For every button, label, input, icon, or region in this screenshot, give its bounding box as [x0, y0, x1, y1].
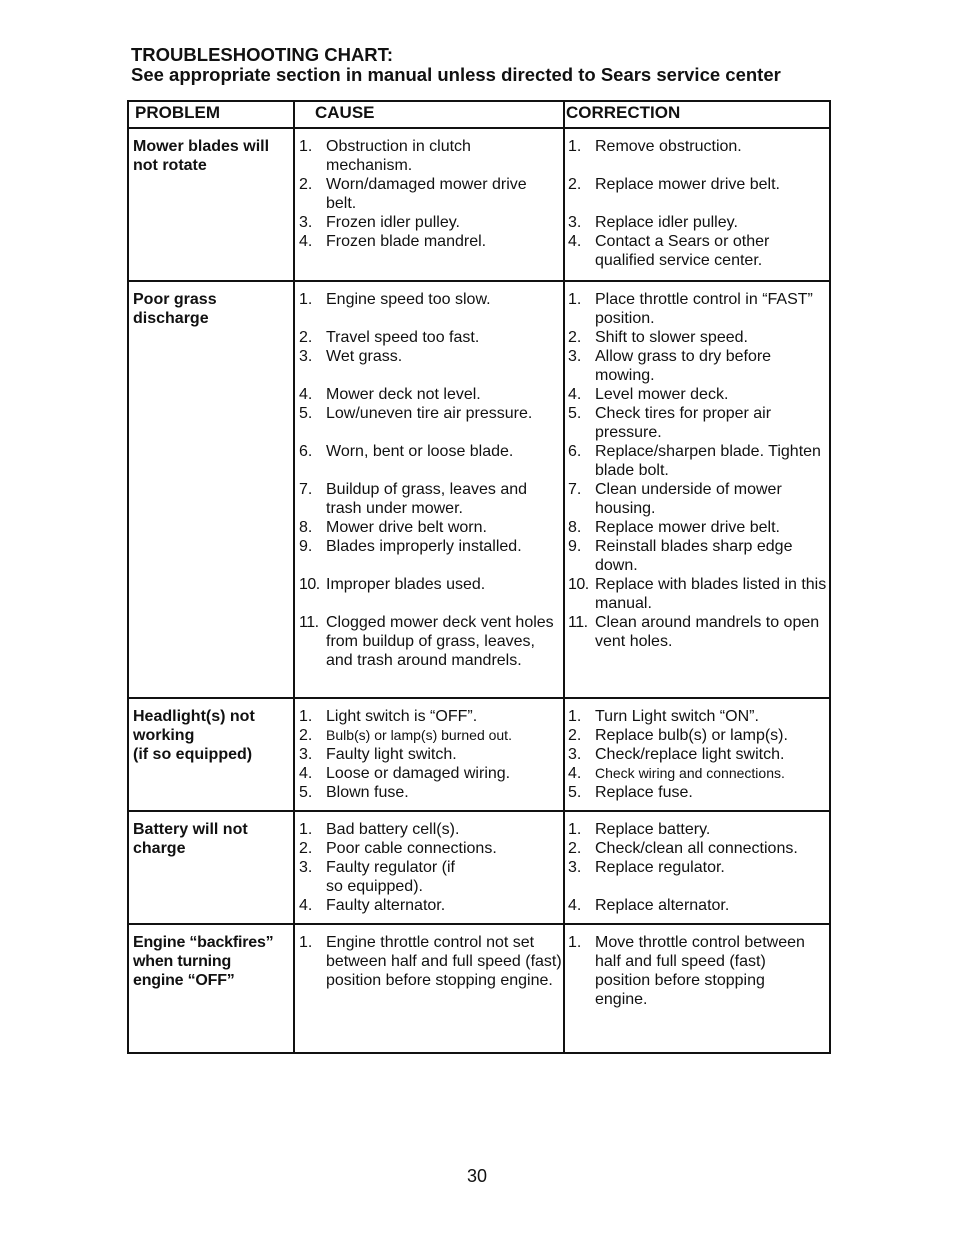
correction-cell — [564, 281, 830, 698]
list-item — [568, 858, 827, 877]
item-text: Bulb(s) or lamp(s) burned out. — [326, 727, 512, 743]
item-number: 11. — [568, 614, 588, 631]
header-cause: CAUSE — [294, 101, 564, 128]
item-number: 4. — [299, 897, 313, 914]
list-item — [299, 232, 561, 251]
item-text: Shift to slower speed. — [595, 329, 748, 346]
list-item — [568, 839, 827, 858]
item-text: Frozen blade mandrel. — [326, 233, 487, 250]
list-item — [299, 613, 561, 670]
problem-line: engine “OFF” — [133, 972, 235, 989]
item-number: 4. — [568, 897, 582, 914]
list-item — [568, 175, 827, 194]
item-text: Check/replace light switch. — [595, 746, 785, 763]
item-number: 9. — [299, 538, 313, 555]
chart-header — [131, 45, 841, 85]
table-row — [128, 698, 830, 811]
item-number: 7. — [568, 481, 582, 498]
item-text: Worn, bent or loose blade. — [326, 443, 514, 460]
item-text: Replace regulator. — [595, 859, 725, 876]
item-number: 3. — [299, 746, 313, 763]
problem-line: charge — [133, 840, 186, 857]
item-number: 5. — [299, 405, 313, 422]
list-item — [299, 764, 561, 783]
item-number: 1. — [299, 138, 313, 155]
item-text: Move throttle control between half and full speed (fast) position before stopping engine. — [595, 934, 805, 1008]
item-text: Clogged mower deck vent holes from buildup of grass, leaves, and trash around mandrels. — [326, 614, 554, 669]
list-item — [299, 518, 561, 537]
item-text: Blades improperly installed. — [326, 538, 522, 555]
list-item — [568, 537, 827, 575]
item-text: Replace idler pulley. — [595, 214, 738, 231]
item-text: Travel speed too fast. — [326, 329, 480, 346]
header-problem: PROBLEM — [128, 101, 294, 128]
table-row — [128, 924, 830, 1053]
item-text: Wet grass. — [326, 348, 403, 365]
list-item — [299, 933, 563, 990]
item-number: 2. — [299, 840, 313, 857]
item-number: 5. — [299, 784, 313, 801]
item-text: Low/uneven tire air pressure. — [326, 405, 533, 422]
item-text: Obstruction in clutch mechanism. — [326, 138, 471, 174]
item-text: Mower deck not level. — [326, 386, 481, 403]
item-number: 10. — [299, 576, 320, 593]
list-item — [568, 613, 827, 651]
item-number: 7. — [299, 481, 313, 498]
item-number: 2. — [299, 329, 313, 346]
list-item — [299, 442, 561, 461]
item-number: 4. — [568, 765, 582, 782]
item-text: Worn/damaged mower drive belt. — [326, 176, 527, 212]
item-text: Clean underside of mower housing. — [595, 481, 782, 517]
item-text: Bad battery cell(s). — [326, 821, 460, 838]
item-number: 1. — [568, 934, 582, 951]
list-item — [299, 404, 561, 423]
problem-line: (if so equipped) — [133, 746, 253, 763]
item-text: Frozen idler pulley. — [326, 214, 460, 231]
item-number: 2. — [568, 840, 582, 857]
list-item — [299, 328, 561, 347]
list-item — [568, 745, 827, 764]
item-number: 2. — [568, 176, 582, 193]
list-item — [568, 896, 827, 915]
item-number: 1. — [299, 708, 313, 725]
item-number: 11. — [299, 614, 319, 631]
item-number: 6. — [568, 443, 582, 460]
list-item — [299, 575, 561, 594]
item-number: 1. — [299, 291, 313, 308]
item-text: Replace battery. — [595, 821, 711, 838]
item-number: 1. — [568, 821, 582, 838]
troubleshooting-table — [127, 100, 831, 1054]
table-row — [128, 811, 830, 924]
item-text: Poor cable connections. — [326, 840, 497, 857]
item-text: Faulty regulator (if so equipped). — [326, 859, 455, 895]
cause-cell — [294, 924, 564, 1053]
problem-cell — [128, 128, 294, 281]
item-text: Check tires for proper air pressure. — [595, 405, 772, 441]
list-item — [299, 896, 561, 915]
problem-line: not rotate — [133, 157, 207, 174]
list-item — [568, 726, 827, 745]
list-item — [568, 764, 827, 783]
list-item — [568, 328, 827, 347]
item-text: Level mower deck. — [595, 386, 729, 403]
header-correction: CORRECTION — [564, 101, 830, 128]
list-item — [568, 442, 827, 480]
item-text: Contact a Sears or other qualified service center. — [595, 233, 770, 269]
item-number: 1. — [568, 708, 582, 725]
list-item — [568, 137, 827, 156]
header-row — [128, 101, 830, 128]
list-item — [299, 175, 561, 213]
problem-line: Poor grass — [133, 291, 217, 308]
item-number: 3. — [299, 859, 313, 876]
list-item — [568, 213, 827, 232]
list-item — [299, 858, 561, 896]
item-number: 8. — [568, 519, 582, 536]
cause-cell — [294, 281, 564, 698]
item-text: Allow grass to dry before mowing. — [595, 348, 772, 384]
item-number: 3. — [568, 746, 582, 763]
page-subtitle: See appropriate section in manual unless directed to Sears service center — [131, 64, 781, 85]
list-item — [299, 385, 561, 404]
item-text: Engine throttle control not set between half and full speed (fast) position before stopping engine. — [326, 934, 562, 989]
item-number: 3. — [568, 214, 582, 231]
list-item — [568, 783, 827, 802]
item-number: 4. — [568, 233, 582, 250]
problem-line: Engine “backfires” — [133, 934, 274, 951]
item-text: Improper blades used. — [326, 576, 486, 593]
item-text: Replace mower drive belt. — [595, 519, 780, 536]
item-number: 3. — [299, 214, 313, 231]
problem-line: Headlight(s) not — [133, 708, 255, 725]
problem-line: working — [133, 727, 195, 744]
table-row — [128, 128, 830, 281]
item-text: Replace mower drive belt. — [595, 176, 780, 193]
cause-cell — [294, 128, 564, 281]
problem-cell — [128, 281, 294, 698]
item-number: 5. — [568, 405, 582, 422]
item-number: 4. — [299, 386, 313, 403]
item-number: 4. — [299, 233, 313, 250]
item-number: 1. — [568, 291, 582, 308]
problem-line: discharge — [133, 310, 209, 327]
table-row — [128, 281, 830, 698]
item-number: 3. — [299, 348, 313, 365]
item-text: Replace bulb(s) or lamp(s). — [595, 727, 788, 744]
item-text: Turn Light switch “ON”. — [595, 708, 759, 725]
item-number: 3. — [568, 348, 582, 365]
item-text: Buildup of grass, leaves and trash under mower. — [326, 481, 528, 517]
item-number: 10. — [568, 576, 589, 593]
item-text: Check wiring and connections. — [595, 765, 785, 781]
list-item — [299, 290, 561, 309]
list-item — [299, 783, 561, 802]
list-item — [299, 213, 561, 232]
item-text: Replace/sharpen blade. Tighten blade bolt. — [595, 443, 821, 479]
item-text: Place throttle control in “FAST” position. — [595, 291, 813, 327]
problem-line: when turning — [133, 953, 232, 970]
list-item — [568, 385, 827, 404]
list-item — [568, 707, 827, 726]
correction-cell — [564, 811, 830, 924]
problem-cell — [128, 924, 294, 1053]
item-number: 3. — [568, 859, 582, 876]
list-item — [568, 518, 827, 537]
item-number: 4. — [568, 386, 582, 403]
cause-cell — [294, 698, 564, 811]
item-number: 4. — [299, 765, 313, 782]
item-text: Check/clean all connections. — [595, 840, 798, 857]
item-text: Reinstall blades sharp edge down. — [595, 538, 793, 574]
item-number: 5. — [568, 784, 582, 801]
list-item — [568, 820, 827, 839]
item-number: 9. — [568, 538, 582, 555]
item-text: Remove obstruction. — [595, 138, 742, 155]
item-text: Clean around mandrels to open vent holes. — [595, 614, 820, 650]
list-item — [568, 232, 827, 270]
problem-cell — [128, 811, 294, 924]
list-item — [299, 820, 561, 839]
item-text: Engine speed too slow. — [326, 291, 491, 308]
list-item — [568, 290, 827, 328]
list-item — [299, 745, 561, 764]
item-number: 2. — [568, 329, 582, 346]
item-text: Light switch is “OFF”. — [326, 708, 478, 725]
item-text: Replace alternator. — [595, 897, 730, 914]
problem-line: Mower blades will — [133, 138, 270, 155]
list-item — [299, 347, 561, 366]
correction-cell — [564, 924, 830, 1053]
list-item — [568, 404, 827, 442]
item-number: 2. — [568, 727, 582, 744]
problem-line: Battery will not — [133, 821, 248, 838]
item-text: Loose or damaged wiring. — [326, 765, 511, 782]
list-item — [568, 933, 827, 1009]
item-number: 2. — [299, 727, 313, 744]
item-number: 8. — [299, 519, 313, 536]
correction-cell — [564, 128, 830, 281]
list-item — [299, 707, 561, 726]
page-title: TROUBLESHOOTING CHART: — [131, 44, 394, 65]
page-number: 30 — [466, 1166, 488, 1186]
list-item — [568, 575, 827, 613]
item-number: 1. — [299, 821, 313, 838]
list-item — [568, 347, 827, 385]
cause-cell — [294, 811, 564, 924]
item-number: 1. — [568, 138, 582, 155]
problem-cell — [128, 698, 294, 811]
item-number: 6. — [299, 443, 313, 460]
item-text: Blown fuse. — [326, 784, 409, 801]
item-number: 1. — [299, 934, 313, 951]
item-text: Mower drive belt worn. — [326, 519, 487, 536]
list-item — [299, 137, 561, 175]
item-text: Faulty alternator. — [326, 897, 446, 914]
list-item — [299, 726, 561, 745]
list-item — [299, 537, 561, 556]
item-text: Faulty light switch. — [326, 746, 457, 763]
list-item — [299, 839, 561, 858]
item-number: 2. — [299, 176, 313, 193]
item-text: Replace with blades listed in this manual. — [595, 576, 827, 612]
list-item — [299, 480, 561, 518]
list-item — [568, 480, 827, 518]
item-text: Replace fuse. — [595, 784, 693, 801]
correction-cell — [564, 698, 830, 811]
